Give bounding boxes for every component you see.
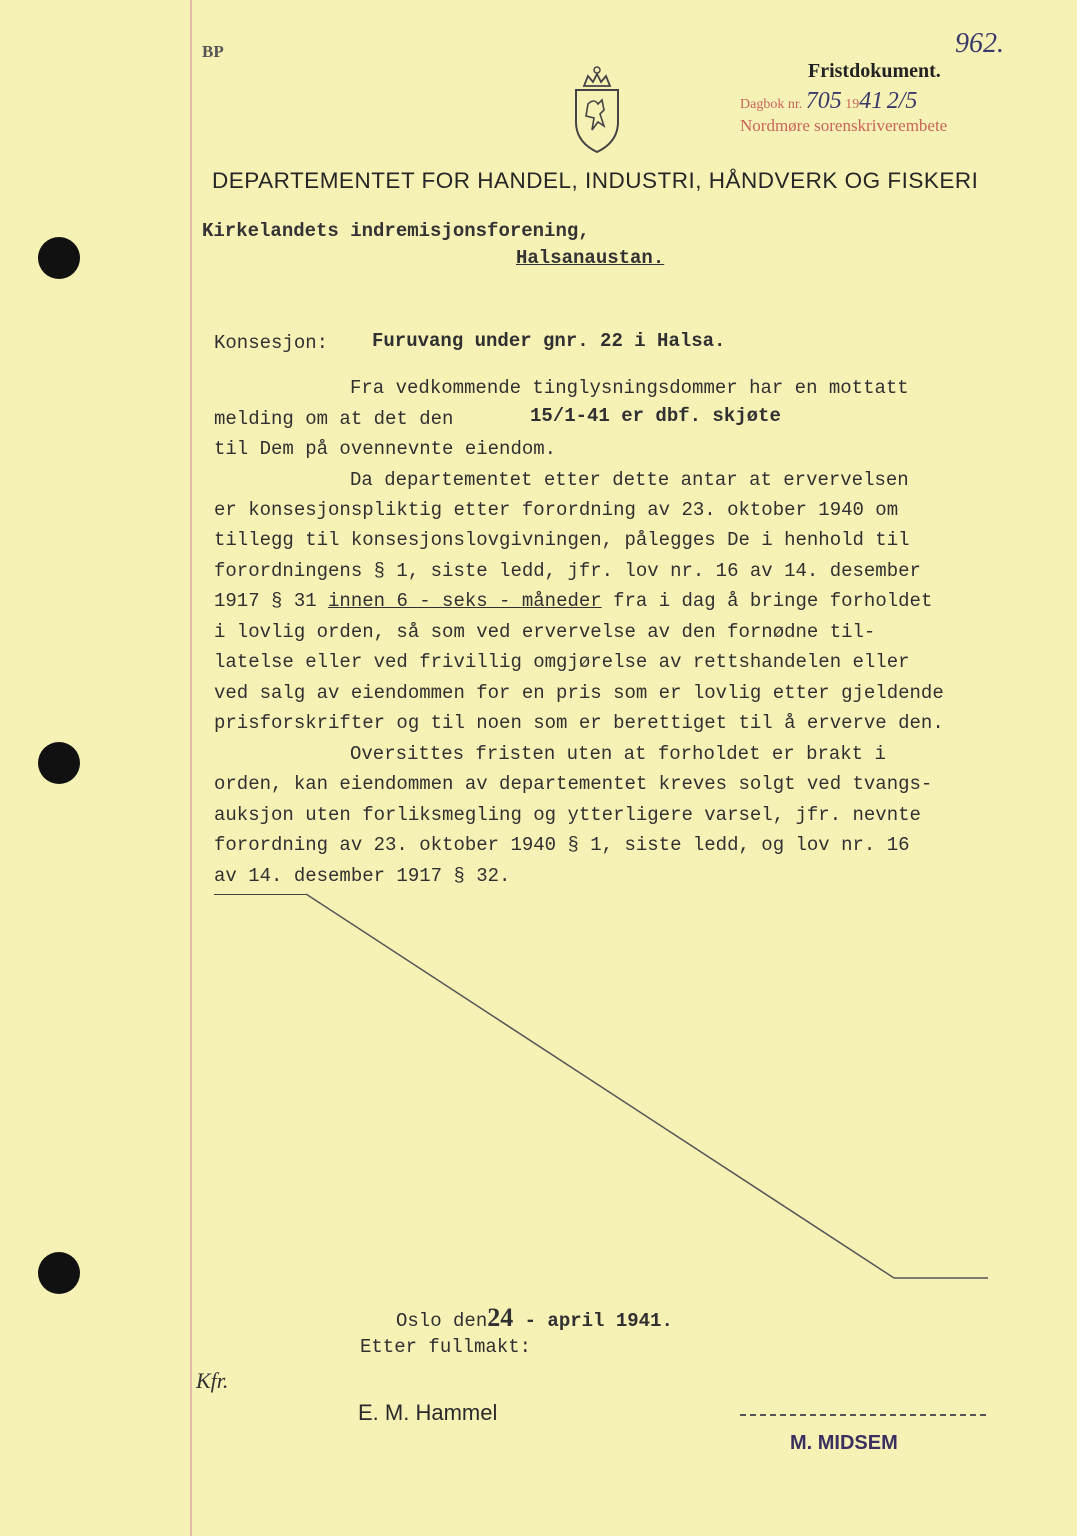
body-line [214, 590, 932, 612]
punch-hole [38, 237, 80, 279]
body-line: til Dem på ovennevnte eiendom. [214, 438, 557, 460]
margin-line [190, 0, 192, 1536]
void-strike-line [300, 890, 1000, 1290]
addressee-name: Kirkelandets indremisjonsforening, [202, 220, 590, 242]
body-line: prisforskrifter og til noen som er berettiget til å erverve den. [214, 712, 944, 734]
body-line: forordningens § 1, siste ledd, jfr. lov nr. 16 av 14. desember [214, 560, 921, 582]
concession-label: Konsesjon: [214, 332, 329, 354]
place-prefix: Oslo den [396, 1310, 488, 1332]
second-signer-name: M. MIDSEM [790, 1432, 898, 1454]
concession-value: Furuvang under gnr. 22 i Halsa. [372, 330, 726, 352]
journal-year: 41 [859, 88, 884, 114]
page-number: 962. [955, 28, 1004, 59]
body-segment: fra i dag å bringe forholdet [613, 590, 933, 612]
department-heading: DEPARTEMENTET FOR HANDEL, INDUSTRI, HÅNDVERK OG FISKERI [212, 168, 979, 193]
body-line: auksjon uten forliksmegling og ytterligere varsel, jfr. nevnte [214, 804, 921, 826]
journal-stamp [740, 88, 917, 115]
signer-name: E. M. Hammel [358, 1400, 498, 1425]
body-line: ved salg av eiendommen for en pris som er lovlig etter gjeldende [214, 682, 944, 704]
authority-line: Etter fullmakt: [360, 1336, 532, 1358]
document-type-title: Fristdokument. [808, 60, 941, 82]
punch-hole [38, 742, 80, 784]
closing-rule [214, 894, 306, 895]
journal-year-prefix: 19 [845, 97, 860, 112]
body-line: forordning av 23. oktober 1940 § 1, siste ledd, og lov nr. 16 [214, 834, 910, 856]
place-date-line [396, 1303, 673, 1333]
body-line: er konsesjonspliktig etter forordning av 23. oktober 1940 om [214, 499, 899, 521]
deadline-text: innen 6 - seks - måneder [328, 590, 602, 612]
body-line: i lovlig orden, så som ved ervervelse av den fornødne til- [214, 621, 876, 643]
body-line: Da departementet etter dette antar at ervervelsen [350, 469, 909, 491]
body-line: latelse eller ved frivillig omgjørelse av rettshandelen eller [214, 651, 910, 673]
date-month-year: - april 1941. [524, 1310, 673, 1332]
body-line: Oversittes fristen uten at forholdet er brakt i [350, 743, 886, 765]
body-line: orden, kan eiendommen av departementet kreves solgt ved tvangs- [214, 773, 933, 795]
addressee-place: Halsanaustan. [516, 247, 665, 269]
punch-hole [38, 1252, 80, 1294]
header-initials: BP [202, 42, 224, 61]
body-segment: 1917 § 31 [214, 590, 317, 612]
office-stamp: Nordmøre sorenskriverembete [740, 116, 948, 135]
signature-line [740, 1414, 986, 1416]
coat-of-arms-emblem [570, 64, 624, 154]
journal-label: Dagbok nr. [740, 97, 803, 112]
body-line: Fra vedkommende tinglysningsdommer har en mottatt [350, 377, 909, 399]
body-line: melding om at det den [214, 408, 454, 430]
handwritten-initials: Kfr. [196, 1368, 229, 1393]
journal-date: 2/5 [886, 88, 918, 114]
date-day: 24 [487, 1303, 514, 1332]
body-line: tillegg til konsesjonslovgivningen, pålegges De i henhold til [214, 529, 910, 551]
body-line: av 14. desember 1917 § 32. [214, 865, 511, 887]
journal-number: 705 [805, 88, 842, 114]
body-line-filled-in: 15/1-41 er dbf. skjøte [530, 405, 781, 427]
